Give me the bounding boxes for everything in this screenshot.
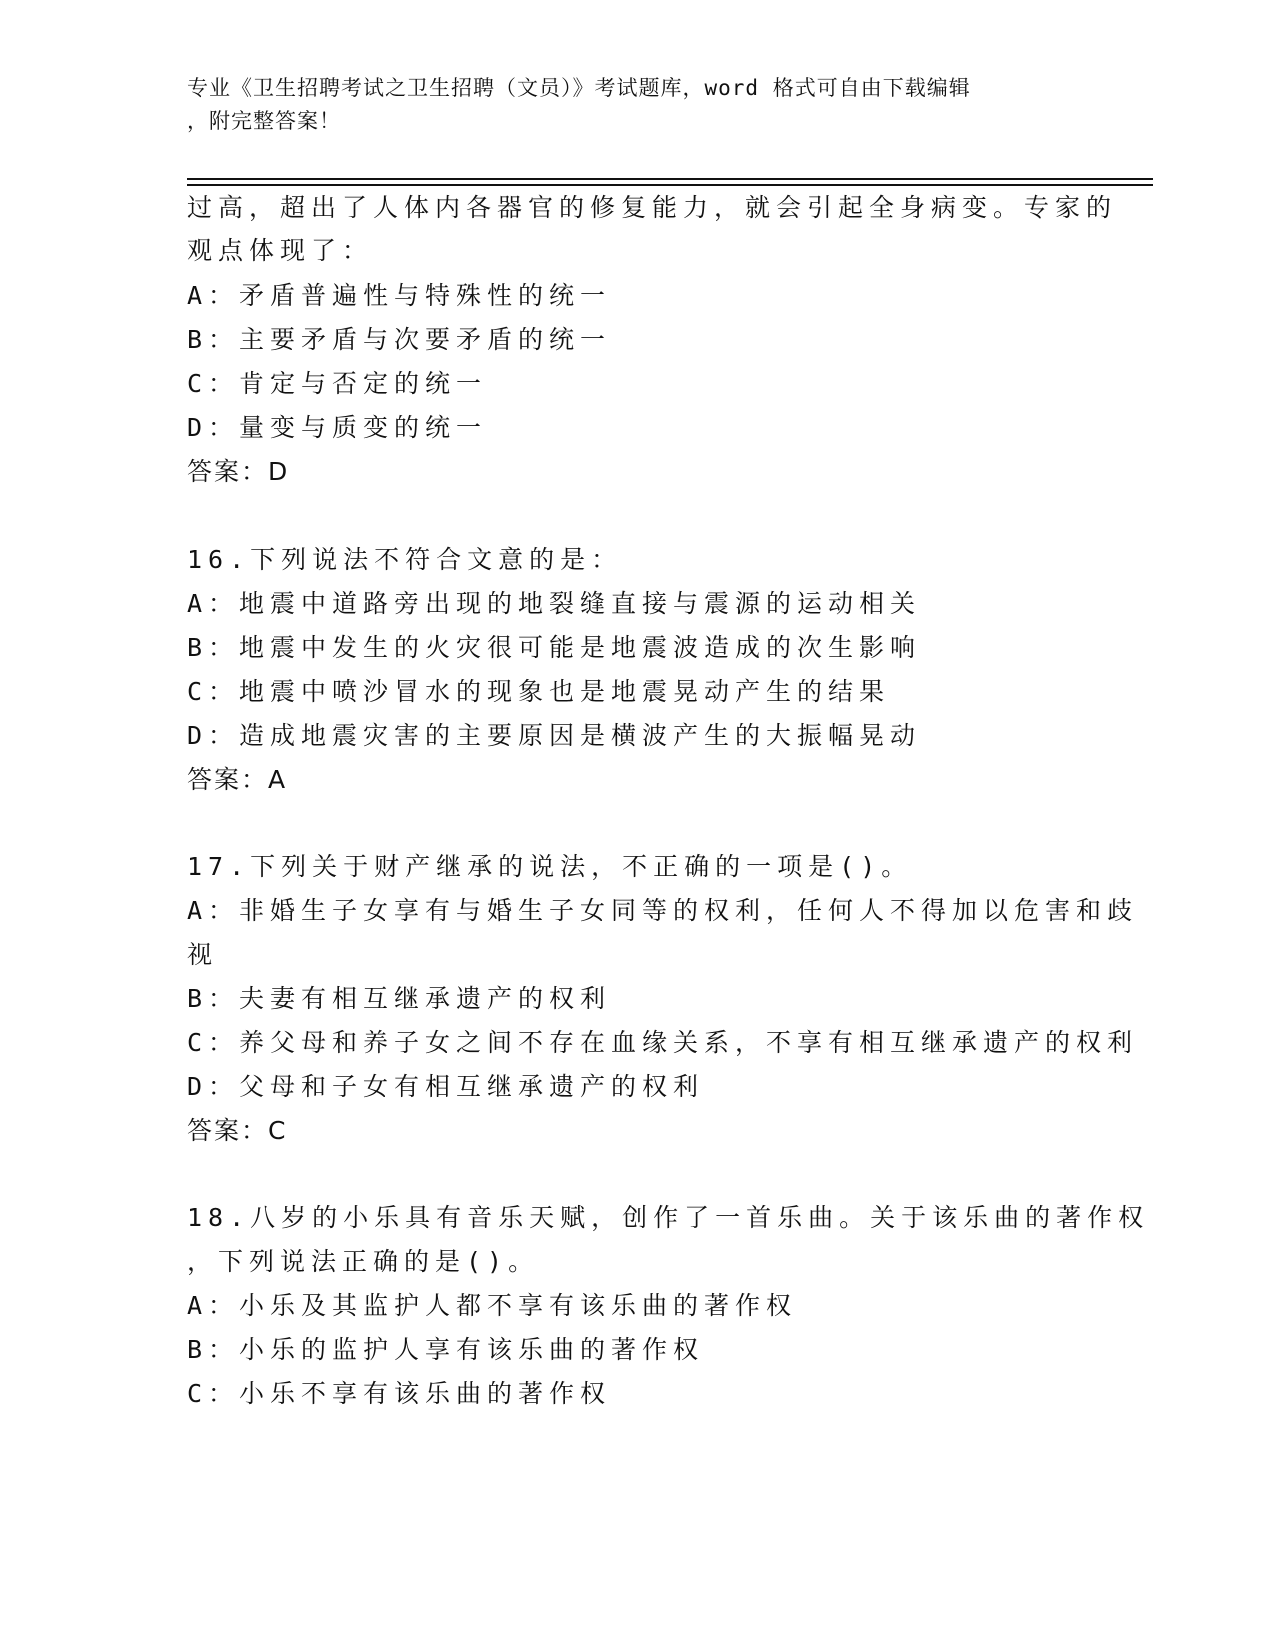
q16-option-a: A：地震中道路旁出现的地裂缝直接与震源的运动相关 [187,589,922,618]
q16-answer: 答案：A [187,765,288,794]
q18-option-a: A：小乐及其监护人都不享有该乐曲的著作权 [187,1291,798,1320]
q17-option-b: B：夫妻有相互继承遗产的权利 [187,984,612,1013]
q17-option-a-line-2: 视 [187,940,219,969]
header-divider-bottom [187,184,1153,186]
q15-text-line-1: 过高，超出了人体内各器官的修复能力，就会引起全身病变。专家的 [187,193,1118,222]
q15-text-line-2: 观点体现了： [187,236,374,265]
document-header [187,72,1067,138]
q15-option-c: C：肯定与否定的统一 [187,369,488,398]
header-line-2: ，附完整答案！ [187,109,341,133]
header-line-1: 专业《卫生招聘考试之卫生招聘（文员）》考试题库，word 格式可自由下载编辑 [187,76,971,100]
q15-option-a: A：矛盾普遍性与特殊性的统一 [187,281,612,310]
q15-answer: 答案：D [187,457,290,486]
q16-option-d: D：造成地震灾害的主要原因是横波产生的大振幅晃动 [187,721,922,750]
q17-answer: 答案：C [187,1116,288,1145]
q16-option-c: C：地震中喷沙冒水的现象也是地震晃动产生的结果 [187,677,891,706]
q17-option-d: D：父母和子女有相互继承遗产的权利 [187,1072,705,1101]
q18-question-line-2: ，下列说法正确的是()。 [187,1247,540,1276]
q16-option-b: B：地震中发生的火灾很可能是地震波造成的次生影响 [187,633,922,662]
q18-option-b: B：小乐的监护人享有该乐曲的著作权 [187,1335,705,1364]
q17-option-c: C：养父母和养子女之间不存在血缘关系，不享有相互继承遗产的权利 [187,1028,1139,1057]
q16-question: 16.下列说法不符合文意的是： [187,545,623,574]
q18-question-line-1: 18.八岁的小乐具有音乐天赋，创作了一首乐曲。关于该乐曲的著作权 [187,1203,1150,1232]
q18-option-c: C：小乐不享有该乐曲的著作权 [187,1379,612,1408]
q17-question: 17.下列关于财产继承的说法，不正确的一项是()。 [187,852,913,881]
q15-option-b: B：主要矛盾与次要矛盾的统一 [187,325,612,354]
q17-option-a-line-1: A：非婚生子女享有与婚生子女同等的权利，任何人不得加以危害和歧 [187,896,1139,925]
q15-option-d: D：量变与质变的统一 [187,413,488,442]
header-divider-top [187,178,1153,180]
